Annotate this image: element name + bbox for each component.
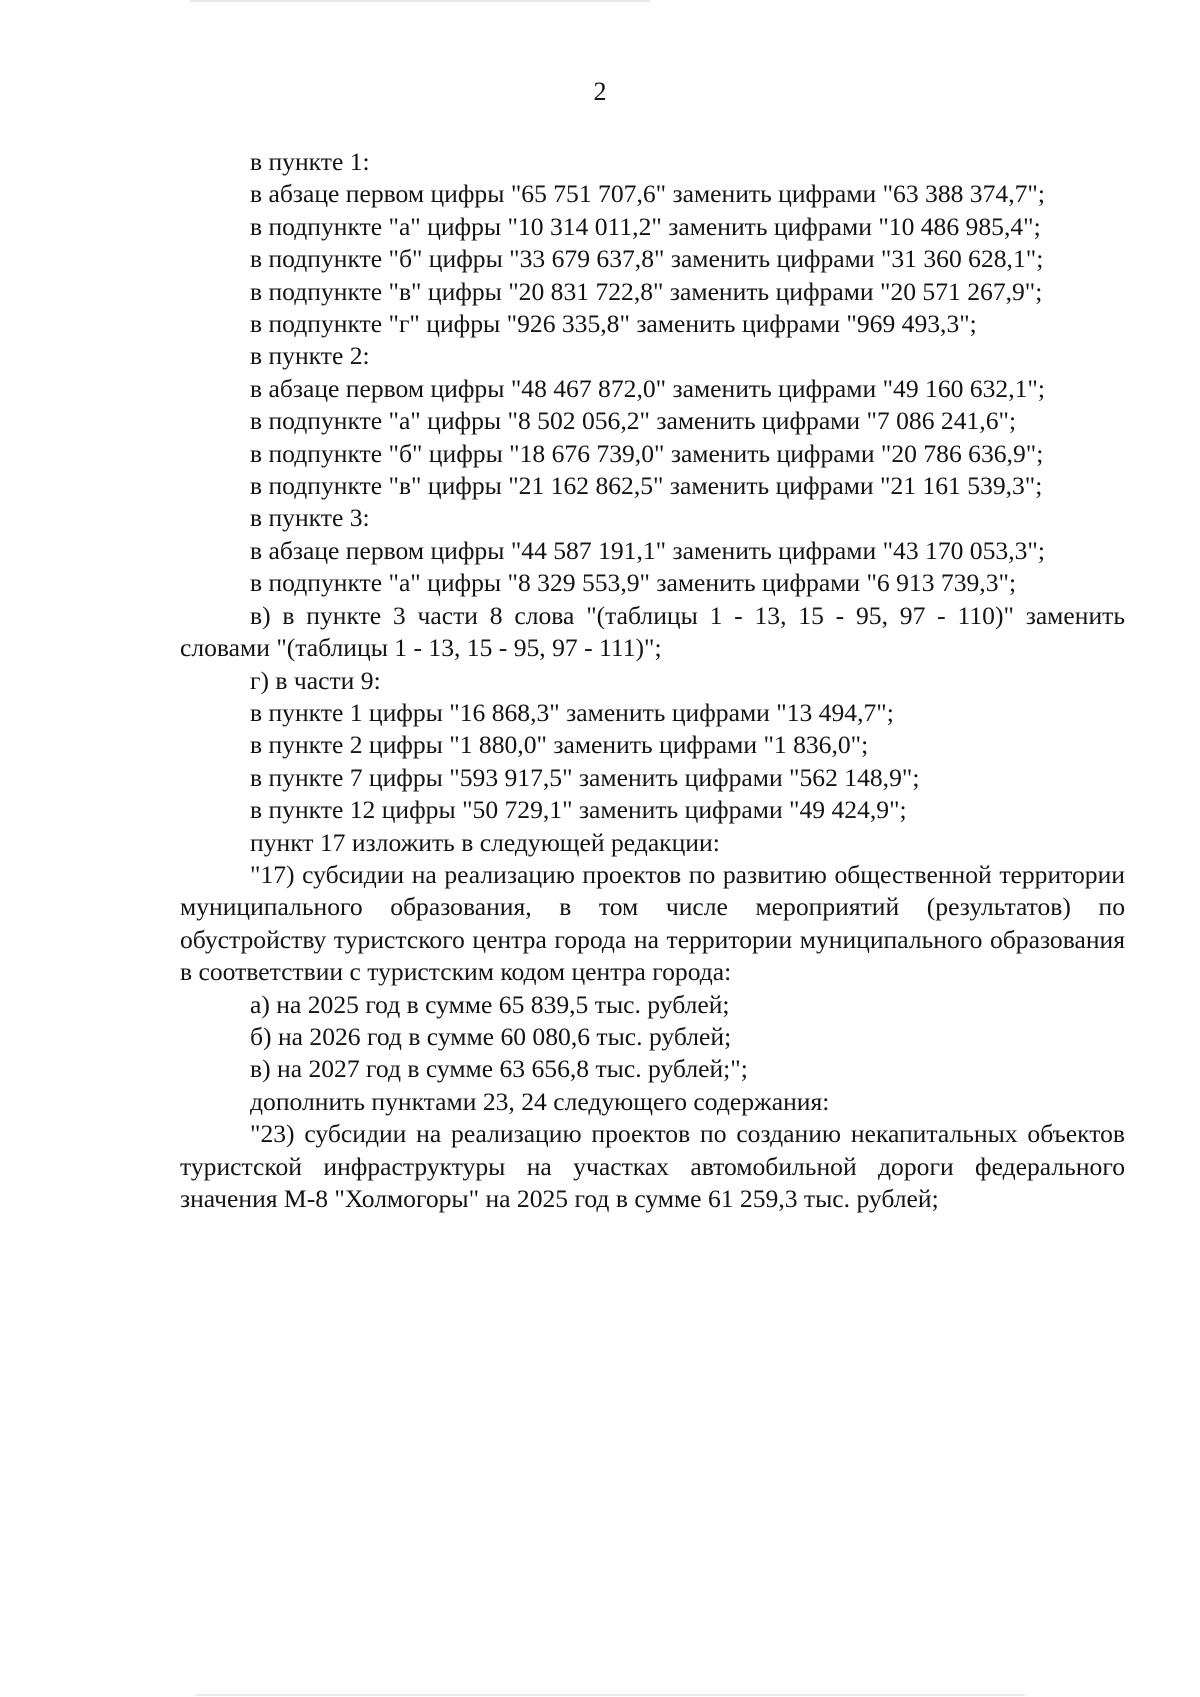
paragraph-15: в) в пункте 3 части 8 слова "(таблицы 1 - 13, 15 - 95, 97 - 110)" заменить словами "(таблицы 1 - 13, 15 - 95, 97 - 111)"; [180,600,1125,663]
paragraph-25: в) на 2027 год в сумме 63 656,8 тыс. рублей;"; [250,1054,748,1084]
document-body [180,146,1125,1215]
paragraph-27: "23) субсидии на реализацию проектов по созданию некапитальных объектов туристской инфраструктуры на участках автомобильной дороги федерального значения М-8 "Холмогоры" на 2025 год в сумме 61 259,3 тыс. рублей; [180,1119,1125,1213]
paragraph-8: в абзаце первом цифры "48 467 872,0" заменить цифрами "49 160 632,1"; [250,373,1045,403]
paragraph-21: пункт 17 изложить в следующей редакции: [250,827,720,857]
paragraph-2: в абзаце первом цифры "65 751 707,6" заменить цифрами "63 388 374,7"; [250,179,1045,209]
paragraph-12: в пункте 3: [250,503,370,533]
paragraph-14: в подпункте "а" цифры "8 329 553,9" заменить цифрами "6 913 739,3"; [250,568,1017,598]
paragraph-6: в подпункте "г" цифры "926 335,8" заменить цифрами "969 493,3"; [250,309,977,339]
paragraph-23: а) на 2025 год в сумме 65 839,5 тыс. рублей; [250,989,730,1019]
paragraph-9: в подпункте "а" цифры "8 502 056,2" заменить цифрами "7 086 241,6"; [250,406,1017,436]
paragraph-13: в абзаце первом цифры "44 587 191,1" заменить цифрами "43 170 053,3"; [250,535,1045,565]
scan-artifact-bottom [195,1694,1025,1696]
paragraph-1: в пункте 1: [250,147,370,176]
paragraph-17: в пункте 1 цифры "16 868,3" заменить цифрами "13 494,7"; [250,697,894,727]
paragraph-24: б) на 2026 год в сумме 60 080,6 тыс. рублей; [250,1021,732,1051]
scan-artifact-top [190,0,650,2]
paragraph-4: в подпункте "б" цифры "33 679 637,8" заменить цифрами "31 360 628,1"; [250,244,1044,274]
paragraph-18: в пункте 2 цифры "1 880,0" заменить цифрами "1 836,0"; [250,730,869,760]
paragraph-7: в пункте 2: [250,341,370,371]
paragraph-22: "17) субсидии на реализацию проектов по развитию общественной территории муниципального образования, в том числе мероприятий (результатов) по обустройству туристского центра города на территории муниципального образования в соответствии с туристским кодом центра города: [180,859,1125,987]
page-number: 2 [593,77,607,106]
paragraph-26: дополнить пунктами 23, 24 следующего содержания: [250,1086,830,1116]
paragraph-5: в подпункте "в" цифры "20 831 722,8" заменить цифрами "20 571 267,9"; [250,276,1043,306]
paragraph-3: в подпункте "а" цифры "10 314 011,2" заменить цифрами "10 486 985,4"; [250,211,1041,241]
paragraph-19: в пункте 7 цифры "593 917,5" заменить цифрами "562 148,9"; [250,762,920,792]
paragraph-16: г) в части 9: [250,665,381,695]
paragraph-10: в подпункте "б" цифры "18 676 739,0" заменить цифрами "20 786 636,9"; [250,438,1044,468]
paragraph-11: в подпункте "в" цифры "21 162 862,5" заменить цифрами "21 161 539,3"; [250,471,1043,501]
paragraph-20: в пункте 12 цифры "50 729,1" заменить цифрами "49 424,9"; [250,795,907,825]
